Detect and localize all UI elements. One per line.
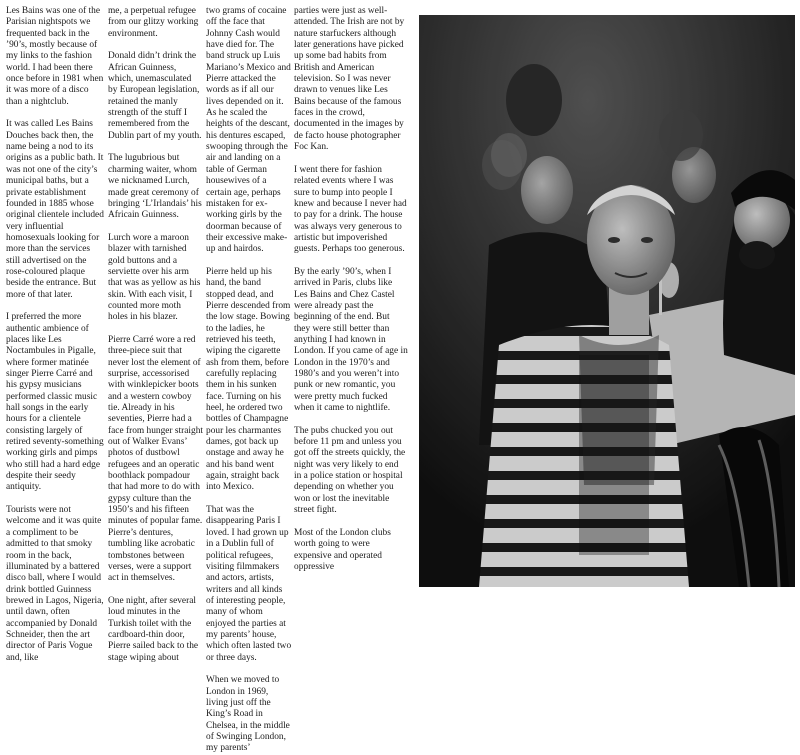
paragraph: I preferred the more authentic ambience of places like Les Noctambules in Pigalle, where former matinée singer Pierre Carré and his gypsy musicians performed classic music hall songs in the early hours for a clientele consisting largely of retired seventy-something working girls and pimps who still had a hard edge despite their seedy antiquity. xyxy=(6,312,104,493)
paragraph: parties were just as well-attended. The Irish are not by nature starfuckers although later generations have picked up some bad habits from British and American television. So I was never drawn to venues like Les Bains because of the famous faces in the crowd, documented in the images by de facto house photographer Foc Kan. xyxy=(294,6,405,153)
paragraph: One night, after several loud minutes in the Turkish toilet with the cardboard-thin door, Pierre sailed back to the stage wiping about xyxy=(108,595,199,663)
paragraph: Donald didn’t drink the African Guinness, which, unemasculated by European legislation, retained the manly strength of the stuff I remembered from the Dublin part of my youth. xyxy=(108,51,202,141)
paragraph: Lurch wore a maroon blazer with tarnished gold buttons and a serviette over his arm that was as yellow as his skin. With each visit, I counted more moth holes in his blazer. xyxy=(108,232,201,323)
paragraph: I went there for fashion related events where I was sure to bump into people I knew and because I never had to pay for a drink. The house was always very generous to artistic but impoverished guests. Perhaps too generous. xyxy=(294,164,407,255)
paragraph: Pierre held up his hand, the band stopped dead, and Pierre descended from the low stage. Bowing to the ladies, he retrieved his teeth, wiping the cigarette ash from them, before carefully replacing them in his sunken face. Turning on his heel, he ordered two bottles of Champagne pour les charmantes dames, got back up onstage and away he and his band went again, straight back into Mexico. xyxy=(206,266,291,493)
paragraph: It was called Les Bains Douches back then, the name being a nod to its origins as a public bath. It was not one of the city’s municipal baths, but a private establishment founded in 1885 whose original clientele included very influential homosexuals looking for more than the services still advertised on the rose-coloured plaque beside the entrance. But more of that later. xyxy=(6,119,104,300)
text-column-4 xyxy=(294,6,408,602)
paragraph: When we moved to London in 1969, living just off the King’s Road in Chelsea, in the middle of Swinging London, my parents’ xyxy=(206,675,290,754)
paragraph: Pierre Carré wore a red three-piece suit that never lost the element of surprise, accessorised with winklepicker boots and a western cowboy tie. Already in his seventies, Pierre had a face from hunger straight out of Walker Evans’ photos of dustbowl refugees and an operatic boothlack pompadour that had more to do with gypsy culture than the 1950’s and his fifteen minutes of popular fame. Pierre’s dentures, tumbling like acrobatic tombstones between verses, were a support act in themselves. xyxy=(108,334,204,584)
paragraph: Most of the London clubs worth going to were expensive and operated oppressive xyxy=(294,527,391,572)
paragraph: That was the disappearing Paris I loved. I had grown up in a Dublin full of political refugees, visiting filmmakers and actors, artists, writers and all kinds of interesting people, many of whom enjoyed the parties at my parents’ house, which often lasted two or three days. xyxy=(206,505,292,663)
paragraph: The pubs chucked you out before 11 pm and unless you got off the streets quickly, the night was very likely to end in a police station or hospital depending on whether you won or lost the inevitable street fight. xyxy=(294,425,406,516)
paragraph: Tourists were not welcome and it was quite a compliment to be admitted to that smoky room in the back, illuminated by a battered disco ball, where I would drink bottled Guinness brewed in Lagos, Nigeria, until dawn, often accompanied by Donald Schneider, then the art director of Paris Vogue and, like xyxy=(6,505,104,663)
paragraph: The lugubrious but charming waiter, whom we nicknamed Lurch, made great ceremony of bringing ‘L’Irlandais’ his Africain Guinness. xyxy=(108,153,202,221)
paragraph: me, a perpetual refugee from our glitzy working environment. xyxy=(108,6,199,39)
paragraph: Les Bains was one of the Parisian nightspots we frequented back in the ’90’s, mostly because of my links to the fashion world. I had been there once before in 1981 when it was more of a disco than a nightclub. xyxy=(6,6,104,107)
text-column-1 xyxy=(6,6,104,663)
text-column-3 xyxy=(206,6,292,754)
paragraph: two grams of cocaine off the face that Johnny Cash would have died for. The band struck up Luis Mariano’s Mexico and Pierre attacked the words as if all our lives depended on it. As he scaled the heights of the descant, his dentures escaped, swooping through the air and landing on a table of German housewives of a certain age, perhaps mistaken for ex-working girls by the doorman because of their excessive make-up and hairdos. xyxy=(206,6,291,255)
text-column-2 xyxy=(108,6,204,663)
paragraph: By the early ’90’s, when I arrived in Paris, clubs like Les Bains and Chez Castel were already past the beginning of the end. But they were still better than anything I had known in London. If you came of age in London in the 1970’s and 1980’s and you weren’t into punk or new romantic, you were pretty much fucked when it came to nightlife. xyxy=(294,266,408,414)
nightclub-photo xyxy=(419,15,795,587)
